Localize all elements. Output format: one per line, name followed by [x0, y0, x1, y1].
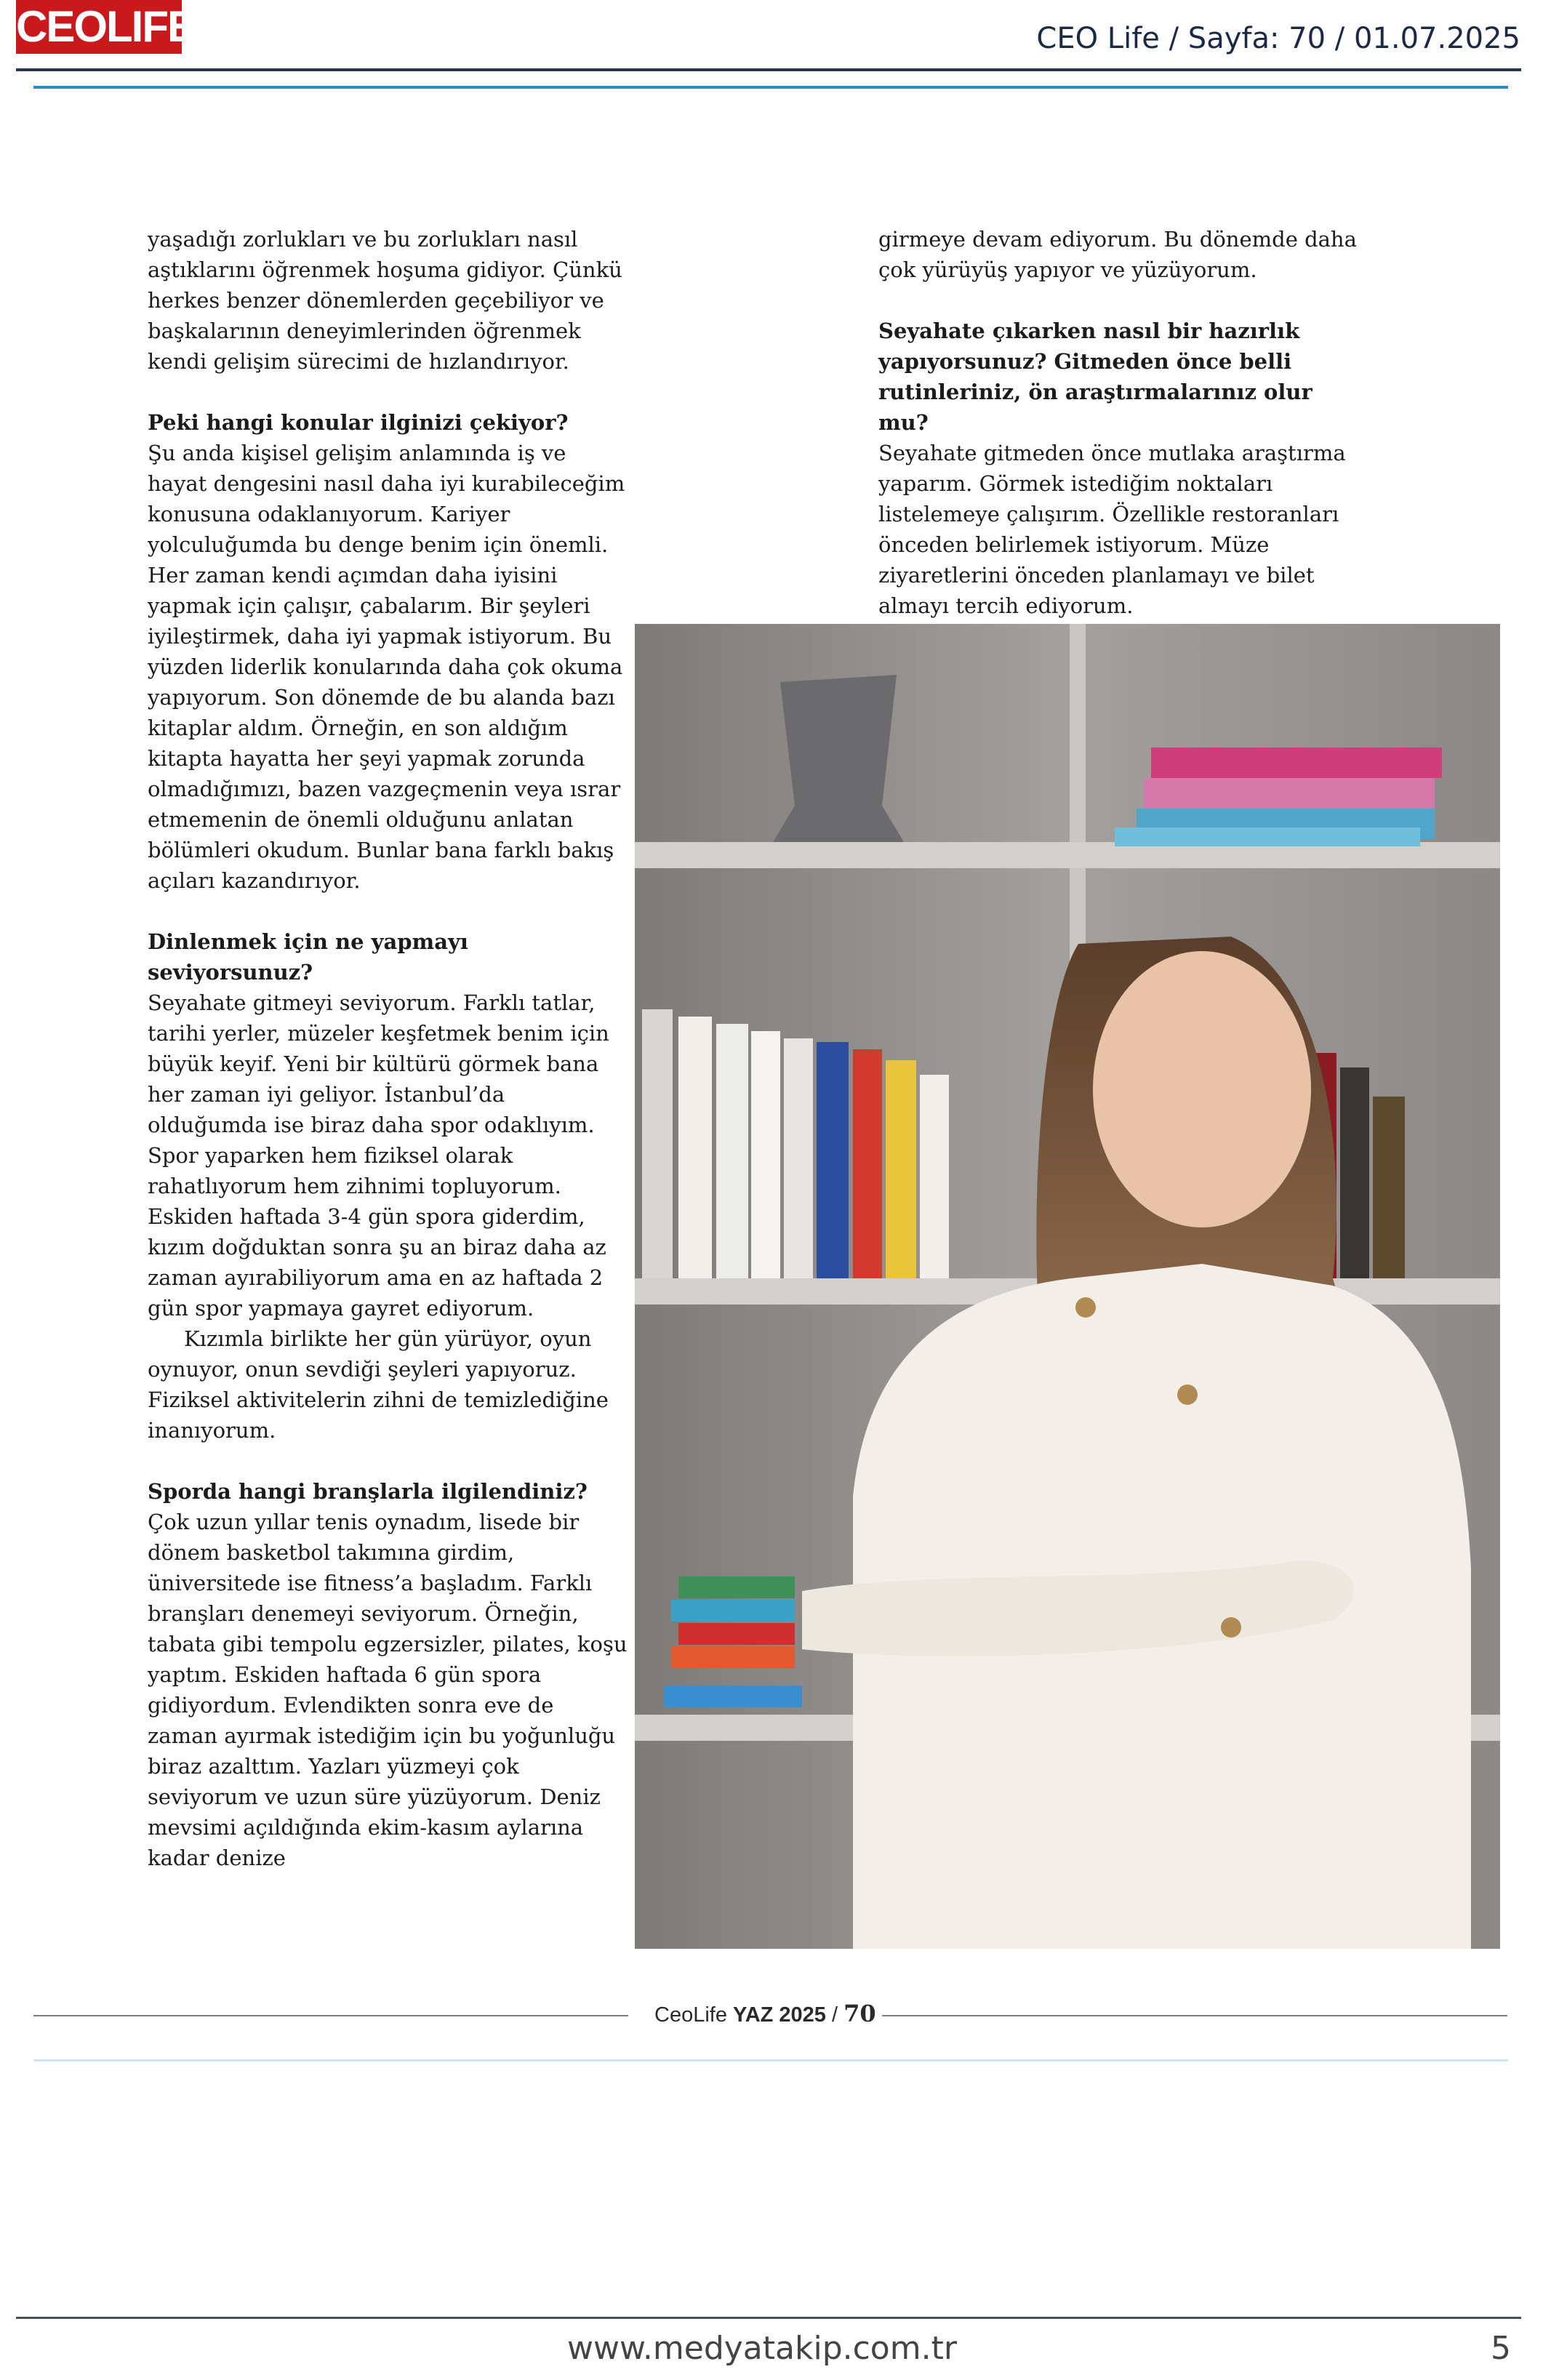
paragraph: Kızımla birlikte her gün yürüyor, oyun oynuyor, onun sevdiği şeyleri yapıyoruz. Fiziksel aktivitelerin zihni de temizlediğine inanıyorum.: [148, 1326, 609, 1443]
answer: Şu anda kişisel gelişim anlamında iş ve hayat dengesini nasıl daha iyi kurabileceğim konusuna odaklanıyorum. Kariyer yolculuğumda bu denge benim için önemli. Her zaman kendi açımdan daha iyisini yapmak için çalışır, çabalarım. Bir şeyleri iyileştirmek, daha iyi yapmak istiyorum. Bu yüzden liderlik konularında daha çok okuma yapıyorum. Son dönemde de bu alanda bazı kitaplar aldım. Örneğin, en son aldığım kitapta hayatta her şeyi yapmak zorunda olmadığımızı, bazen vazgeçmenin veya ısrar etmemenin de önemli olduğunu anlatan bölümleri okudum. Bunlar bana farklı bakış açıları kazandırıyor.: [148, 441, 625, 893]
paragraph: yaşadığı zorlukları ve bu zorlukları nasıl aştıklarını öğrenmek hoşuma gidiyor. Çünkü herkes benzer dönemlerden geçebiliyor ve başkalarının deneyimlerinden öğrenmek kendi gelişim sürecimi de hızlandırıyor.: [148, 227, 622, 374]
question: Dinlenmek için ne yapmayı seviyorsunuz?: [148, 929, 468, 985]
folio-separator: /: [832, 2003, 838, 2027]
answer: Çok uzun yıllar tenis oynadım, lisede bir dönem basketbol takımına girdim, üniversitede ise fitness’a başladım. Farklı branşları denemeyi seviyorum. Örneğin, tabata gibi tempolu egzersizler, pilates, koşu yaptım. Eskiden haftada 6 gün spora gidiyordum. Evlendikten sonra eve de zaman ayırmak istediğim için bu yoğunluğu biraz azalttım. Yazları yüzmeyi çok seviyorum ve uzun süre yüzüyorum. Deniz mevsimi açıldığında ekim-kasım aylarına kadar denize: [148, 1510, 628, 1870]
portrait-illustration: [635, 624, 1500, 1949]
paragraph: girmeye devam ediyorum. Bu dönemde daha çok yürüyüş yapıyor ve yüzüyorum.: [878, 227, 1357, 282]
qa-block: [878, 316, 1358, 621]
folio-accent-divider: [33, 2059, 1508, 2062]
footer-url[interactable]: www.medyatakip.com.tr: [567, 2330, 957, 2367]
footer-divider: [16, 2317, 1521, 2319]
question: Peki hangi konular ilginizi çekiyor?: [148, 410, 569, 435]
answer: Seyahate gitmeden önce mutlaka araştırma yaparım. Görmek istediğim noktaları listelemeye çalışırım. Özellikle restoranları önceden belirlemek istiyorum. Müze ziyaretlerini önceden planlamayı ve bilet almayı tercih ediyorum.: [878, 441, 1346, 618]
publication-meta: CEO Life / Sayfa: 70 / 01.07.2025: [1036, 22, 1520, 55]
folio-rule-left: [33, 2015, 628, 2016]
folio: [654, 2000, 876, 2027]
header-divider: [16, 68, 1521, 71]
folio-issue: YAZ 2025: [733, 2003, 826, 2027]
article-column-right: [878, 224, 1358, 652]
folio-rule-right: [882, 2015, 1507, 2016]
qa-block: [148, 407, 628, 896]
ceolife-logo: CEOLIFE: [16, 0, 182, 54]
folio-page-number: 70: [843, 2000, 876, 2027]
answer: Seyahate gitmeyi seviyorum. Farklı tatlar, tarihi yerler, müzeler keşfetmek benim için büyük keyif. Yeni bir kültürü görmek bana her zaman iyi geliyor. İstanbul’da olduğumda ise biraz daha spor odaklıyım. Spor yaparken hem fiziksel olarak rahatlıyorum hem zihnimi topluyorum. Eskiden haftada 3-4 gün spora giderdim, kızım doğduktan sonra şu an biraz daha az zaman ayırabiliyorum ama en az haftada 2 gün spor yapmaya gayret ediyorum.: [148, 990, 609, 1321]
question: Sporda hangi branşlarla ilgilendiniz?: [148, 1479, 588, 1504]
question: Seyahate çıkarken nasıl bir hazırlık yapıyorsunuz? Gitmeden önce belli rutinleriniz, ön araştırmalarınız olur mu?: [878, 318, 1312, 435]
qa-block: [148, 1476, 628, 1873]
portrait-photo: [635, 624, 1500, 1949]
header-accent-divider: [33, 86, 1508, 89]
article-column-left: [148, 224, 628, 1904]
folio-brand: CeoLife: [654, 2003, 727, 2027]
footer-page-number: 5: [1491, 2330, 1511, 2367]
qa-block: [148, 926, 628, 1323]
